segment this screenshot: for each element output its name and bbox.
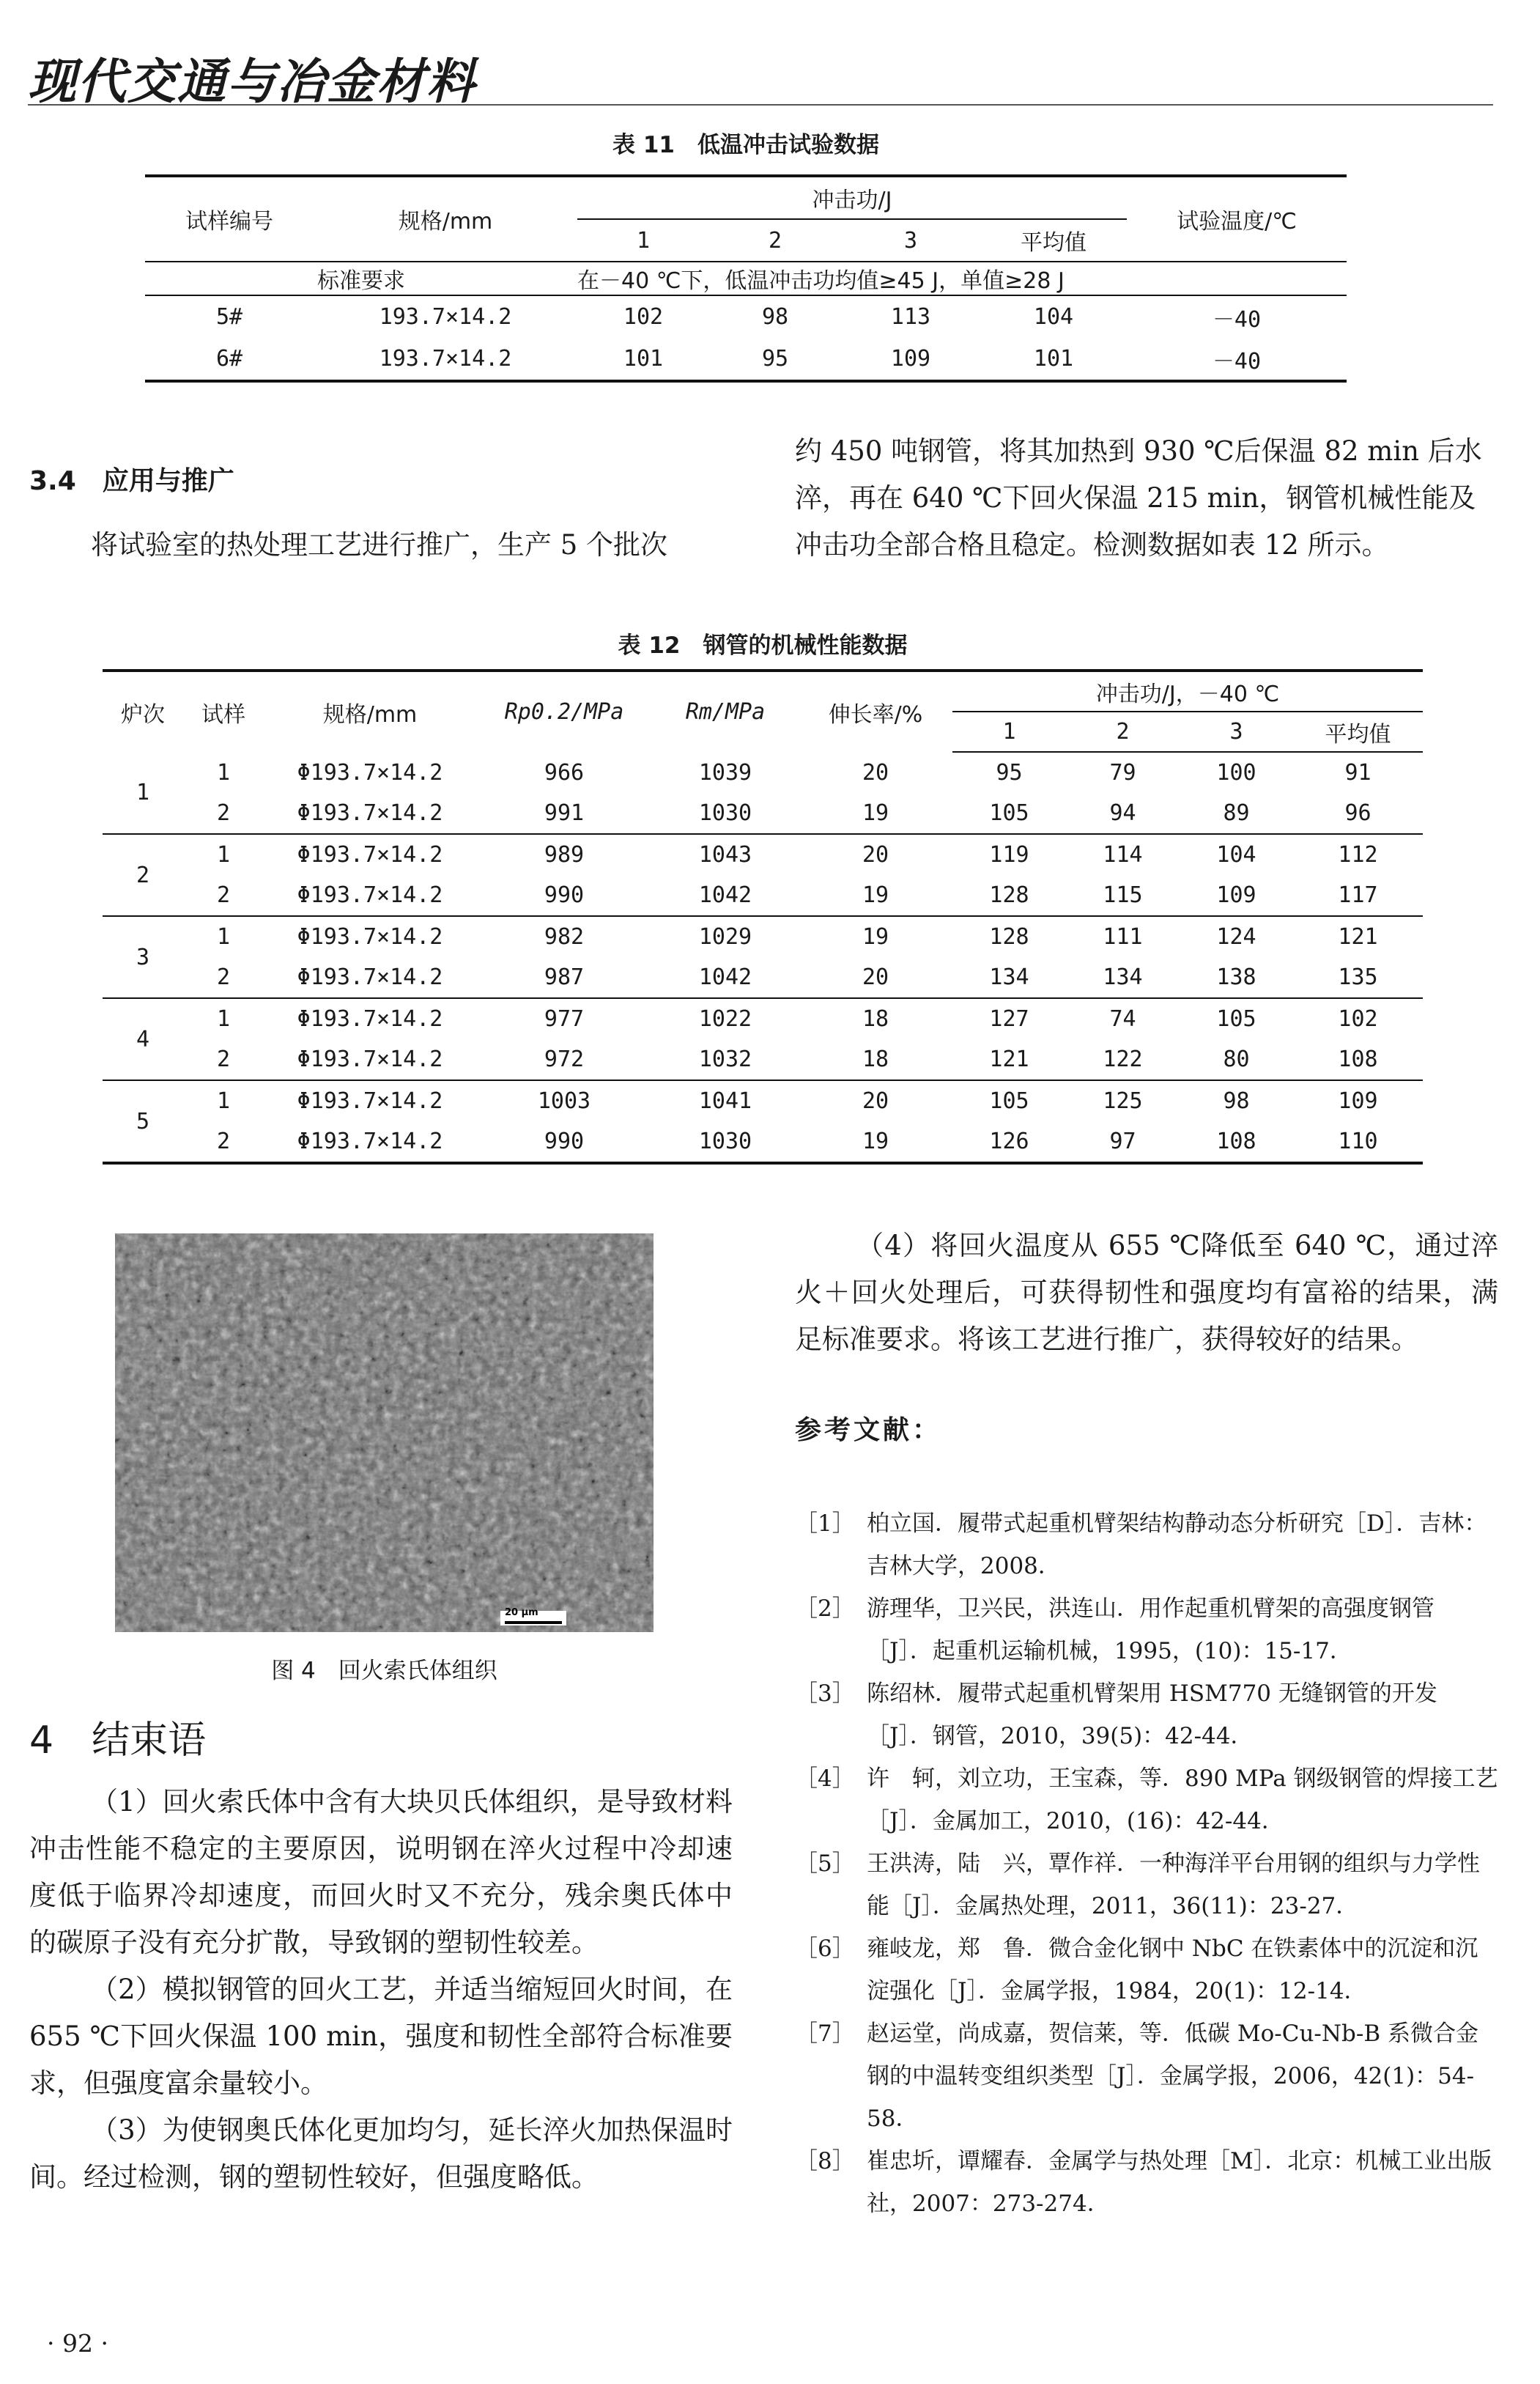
standard-label: 标准要求 xyxy=(145,262,577,295)
table-cell: 972 xyxy=(544,1047,585,1072)
table-cell: 991 xyxy=(544,800,585,826)
table-cell: 138 xyxy=(1216,964,1256,990)
table-cell: 1 xyxy=(216,759,231,786)
table-cell: 20 xyxy=(862,964,889,990)
table-cell: 89 xyxy=(1223,800,1250,826)
reference-text: 游理华，卫兴民，洪连山．用作起重机臂架的高强度钢管［J］．起重机运输机械，1995，(10)：15-17． xyxy=(867,1595,1435,1664)
table-cell: 1042 xyxy=(698,964,752,990)
table-cell: 20 xyxy=(862,759,889,786)
furnace-cell: 5 xyxy=(103,1080,183,1163)
table-cell: 98 xyxy=(1180,1080,1293,1121)
reference-text: 陈绍林．履带式起重机臂架用 HSM770 无缝钢管的开发［J］．钢管，2010，39(5)：42-44． xyxy=(867,1680,1437,1749)
table-row xyxy=(103,752,1423,793)
table-cell: －40 xyxy=(1212,306,1262,333)
reference-number: ［6］ xyxy=(795,1935,855,1962)
table-cell: 1042 xyxy=(698,882,752,908)
table-cell: 1022 xyxy=(652,998,799,1039)
table-cell: 6# xyxy=(215,346,243,372)
table-cell: 1041 xyxy=(652,1080,799,1121)
table-cell: 128 xyxy=(989,882,1029,908)
reference-text: 赵运堂，尚成嘉，贺信莱，等．低碳 Mo-Cu-Nb-B 系微合金钢的中温转变组织类型［J］．金属学报，2006，42(1)：54-58． xyxy=(867,2021,1478,2132)
th-impact-avg: 平均值 xyxy=(1021,230,1086,256)
table-cell: 101 xyxy=(623,346,664,372)
reference-item xyxy=(795,1502,1498,1587)
table12-caption: 表 12 钢管的机械性能数据 xyxy=(618,632,908,659)
reference-number: ［3］ xyxy=(795,1680,855,1707)
th-impact-avg: 平均值 xyxy=(1293,712,1423,752)
table-cell: 19 xyxy=(862,1129,889,1154)
table-row xyxy=(103,998,1423,1039)
table-cell: 1 xyxy=(183,834,264,875)
th-impact-1: 1 xyxy=(636,227,651,254)
table-row xyxy=(103,957,1423,998)
th-furnace: 炉次 xyxy=(121,701,165,728)
reference-number: ［2］ xyxy=(795,1595,855,1622)
reference-item xyxy=(795,1842,1498,1927)
th-spec: 规格/mm xyxy=(322,701,418,728)
table-cell: 121 xyxy=(1293,916,1423,957)
table-cell: 79 xyxy=(1109,760,1136,786)
table-cell: 128 xyxy=(952,916,1066,957)
furnace-cell: 4 xyxy=(103,998,183,1080)
table-cell: Φ193.7×14.2 xyxy=(264,916,476,957)
th-impact-3: 3 xyxy=(1180,712,1293,752)
table-cell: 105 xyxy=(989,800,1029,826)
th-test-temp: 试验温度/℃ xyxy=(1177,209,1297,235)
table-cell: 134 xyxy=(989,964,1029,990)
table-cell: 1 xyxy=(183,916,264,957)
table-row xyxy=(103,916,1423,957)
table-cell: 117 xyxy=(1338,882,1378,908)
table-cell: －40 xyxy=(1212,348,1262,374)
table-cell: 2 xyxy=(216,1129,231,1154)
table-cell: Φ193.7×14.2 xyxy=(297,800,443,826)
furnace-cell: 3 xyxy=(103,916,183,998)
table-cell: 2 xyxy=(216,882,231,908)
table-cell: Φ193.7×14.2 xyxy=(297,1047,443,1072)
table-row xyxy=(103,793,1423,834)
reference-number: ［7］ xyxy=(795,2021,855,2047)
reference-item xyxy=(795,1672,1498,1757)
table-cell: 1039 xyxy=(698,759,752,786)
table-cell: 96 xyxy=(1344,800,1371,826)
conclusion-paragraph-1: （1）回火索氏体中含有大块贝氏体组织，是导致材料冲击性能不稳定的主要原因，说明钢在淬火过程中冷却速度低于临界冷却速度，而回火时又不充分，残余奥氏体中的碳原子没有充分扩散，导致钢的塑韧性较差。 xyxy=(29,1786,733,1958)
table-row xyxy=(103,1080,1423,1121)
table-cell: 109 xyxy=(1216,882,1256,908)
page-number: · 92 · xyxy=(47,2329,108,2358)
table-cell: 100 xyxy=(1216,760,1256,786)
micrograph-image xyxy=(115,1233,654,1632)
reference-item xyxy=(795,2140,1498,2225)
table-row xyxy=(103,1121,1423,1163)
table-cell: 91 xyxy=(1344,760,1371,786)
table-cell: 20 xyxy=(799,1080,952,1121)
th-impact: 冲击功/J，－40 ℃ xyxy=(952,671,1423,712)
table-cell: 126 xyxy=(989,1129,1029,1154)
section-heading-3-4: 3.4 应用与推广 xyxy=(29,466,234,496)
table-cell: 19 xyxy=(862,882,889,908)
references-title: 参考文献： xyxy=(795,1415,942,1445)
table11 xyxy=(145,174,1347,383)
furnace-cell: 2 xyxy=(103,834,183,916)
table-cell: 104 xyxy=(1180,834,1293,875)
table-cell: 119 xyxy=(952,834,1066,875)
table-cell: 124 xyxy=(1180,916,1293,957)
standard-text: 在－40 ℃下，低温冲击功均值≥45 J，单值≥28 J xyxy=(577,262,1347,295)
table-cell: 108 xyxy=(1216,1129,1256,1154)
reference-item xyxy=(795,1587,1498,1672)
table-cell: 95 xyxy=(996,760,1023,786)
table-row xyxy=(145,295,1347,338)
table-cell: 95 xyxy=(761,346,789,372)
table-cell: 982 xyxy=(476,916,652,957)
reference-text: 雍岐龙，郑 鲁．微合金化钢中 NbC 在铁素体中的沉淀和沉淀强化［J］．金属学报，1984，20(1)：12-14． xyxy=(867,1935,1478,2004)
reference-text: 柏立国．履带式起重机臂架结构静动态分析研究［D］．吉林：吉林大学，2008． xyxy=(867,1510,1487,1579)
table-cell: 1 xyxy=(183,998,264,1039)
table-cell: 18 xyxy=(799,998,952,1039)
table-cell: 101 xyxy=(1033,346,1074,372)
th-impact-3: 3 xyxy=(903,227,918,254)
th-impact-2: 2 xyxy=(768,227,782,254)
table-cell: 134 xyxy=(1103,964,1143,990)
reference-text: 王洪涛，陆 兴，覃作祥．一种海洋平台用钢的组织与力学性能［J］．金属热处理，2011，36(11)：23-27． xyxy=(867,1850,1480,1919)
reference-number: ［5］ xyxy=(795,1850,855,1877)
table-cell: 97 xyxy=(1109,1129,1136,1154)
table-cell: Φ193.7×14.2 xyxy=(264,834,476,875)
table-row xyxy=(103,875,1423,916)
table-cell: 98 xyxy=(761,304,789,330)
table-cell: 111 xyxy=(1066,916,1180,957)
table-cell: 1032 xyxy=(698,1047,752,1072)
table-cell: 109 xyxy=(1293,1080,1423,1121)
table-cell: 115 xyxy=(1103,882,1143,908)
table-cell: 113 xyxy=(890,304,931,330)
table-cell: 20 xyxy=(799,834,952,875)
table-cell: 135 xyxy=(1338,964,1378,990)
table-cell: 990 xyxy=(544,1129,585,1154)
section34-line: 约 450 吨钢管，将其加热到 930 ℃后保温 82 min 后水 xyxy=(795,435,1482,467)
table-cell: 1003 xyxy=(476,1080,652,1121)
table-cell: 2 xyxy=(216,964,231,990)
table-cell: 18 xyxy=(862,1047,889,1072)
table-cell: 108 xyxy=(1338,1047,1378,1072)
table-cell: Φ193.7×14.2 xyxy=(264,998,476,1039)
table-cell: 1030 xyxy=(698,800,752,826)
table-cell: 2 xyxy=(216,800,231,826)
section34-paragraph-left: 将试验室的热处理工艺进行推广，生产 5 个批次 xyxy=(91,529,668,561)
table-cell: 19 xyxy=(862,800,889,826)
table-cell: 19 xyxy=(799,916,952,957)
journal-header: 现代交通与冶金材料 xyxy=(28,53,476,110)
section34-line: 淬，再在 640 ℃下回火保温 215 min，钢管机械性能及 xyxy=(795,482,1476,514)
th-sample-no: 试样编号 xyxy=(185,209,273,235)
reference-item xyxy=(795,1927,1498,2012)
th-impact: 冲击功/J xyxy=(577,176,1127,219)
table-cell: 104 xyxy=(1033,304,1074,330)
table-cell: 74 xyxy=(1066,998,1180,1039)
table12 xyxy=(103,669,1423,1165)
scale-bar-label: 20 μm xyxy=(505,1607,538,1618)
table-cell: Φ193.7×14.2 xyxy=(297,1129,443,1154)
table-cell: 977 xyxy=(476,998,652,1039)
table-cell: 102 xyxy=(1293,998,1423,1039)
table-cell: Φ193.7×14.2 xyxy=(297,882,443,908)
table-cell: 112 xyxy=(1293,834,1423,875)
th-sample: 试样 xyxy=(201,701,245,728)
table-cell: 1043 xyxy=(652,834,799,875)
table-cell: 122 xyxy=(1103,1047,1143,1072)
references-list xyxy=(795,1502,1498,2225)
table-row xyxy=(103,834,1423,875)
table-cell: 990 xyxy=(544,882,585,908)
table-cell: 989 xyxy=(476,834,652,875)
reference-number: ［1］ xyxy=(795,1510,855,1537)
table-cell: 121 xyxy=(989,1047,1029,1072)
section34-line: 冲击功全部合格且稳定。检测数据如表 12 所示。 xyxy=(795,529,1389,561)
table-cell: 110 xyxy=(1338,1129,1378,1154)
table-cell: 193.7×14.2 xyxy=(379,346,512,372)
reference-item xyxy=(795,1757,1498,1842)
table-cell: 105 xyxy=(952,1080,1066,1121)
header-divider xyxy=(28,104,1493,106)
furnace-cell: 1 xyxy=(136,780,150,805)
table-cell: 114 xyxy=(1066,834,1180,875)
table-cell: 94 xyxy=(1109,800,1136,826)
th-rm: Rm/MPa xyxy=(685,699,766,725)
table-cell: 987 xyxy=(544,964,585,990)
conclusion-paragraph-2: （2）模拟钢管的回火工艺，并适当缩短回火时间，在 655 ℃下回火保温 100 min，强度和韧性全部符合标准要求，但强度富余量较小。 xyxy=(29,1974,733,2099)
reference-text: 崔忠圻，谭耀春．金属学与热处理［M］．北京：机械工业出版社，2007：273-274． xyxy=(867,2148,1492,2217)
table11-caption: 表 11 低温冲击试验数据 xyxy=(612,132,879,158)
reference-number: ［8］ xyxy=(795,2148,855,2174)
th-impact-1: 1 xyxy=(952,712,1066,752)
table-cell: 105 xyxy=(1180,998,1293,1039)
table-cell: 125 xyxy=(1066,1080,1180,1121)
figure4-caption: 图 4 回火索氏体组织 xyxy=(271,1658,497,1684)
table-cell: Φ193.7×14.2 xyxy=(297,964,443,990)
table-cell: 5# xyxy=(215,304,243,330)
th-elongation: 伸长率/% xyxy=(828,701,923,728)
conclusion-paragraph-3: （3）为使钢奥氏体化更加均匀，延长淬火加热保温时间。经过检测，钢的塑韧性较好，但强度略低。 xyxy=(29,2114,733,2193)
table-cell: 2 xyxy=(216,1047,231,1072)
section-heading-4: 4 结束语 xyxy=(29,1719,207,1763)
table-cell: 193.7×14.2 xyxy=(379,304,512,330)
table-cell: 1 xyxy=(183,1080,264,1121)
table-cell: 102 xyxy=(623,304,664,330)
table-cell: 127 xyxy=(952,998,1066,1039)
table-cell: 80 xyxy=(1223,1047,1250,1072)
reference-item xyxy=(795,2012,1498,2140)
table-row xyxy=(145,338,1347,381)
table-cell: 109 xyxy=(890,346,931,372)
th-spec: 规格/mm xyxy=(398,209,493,235)
reference-text: 许 轲，刘立功，王宝森，等．890 MPa 钢级钢管的焊接工艺［J］．金属加工，2010，(16)：42-44． xyxy=(867,1765,1498,1834)
table-cell: Φ193.7×14.2 xyxy=(264,1080,476,1121)
table-cell: Φ193.7×14.2 xyxy=(297,759,443,786)
table-cell: 1029 xyxy=(652,916,799,957)
table-row xyxy=(103,1039,1423,1080)
table-cell: 966 xyxy=(544,759,585,786)
th-impact-2: 2 xyxy=(1066,712,1180,752)
conclusion-paragraph-4: （4）将回火温度从 655 ℃降低至 640 ℃，通过淬火＋回火处理后，可获得韧性和强度均有富裕的结果，满足标准要求。将该工艺进行推广，获得较好的结果。 xyxy=(795,1230,1498,1355)
table-cell: 1030 xyxy=(698,1129,752,1154)
th-rp02: Rp0.2/MPa xyxy=(504,699,624,725)
reference-number: ［4］ xyxy=(795,1765,855,1792)
